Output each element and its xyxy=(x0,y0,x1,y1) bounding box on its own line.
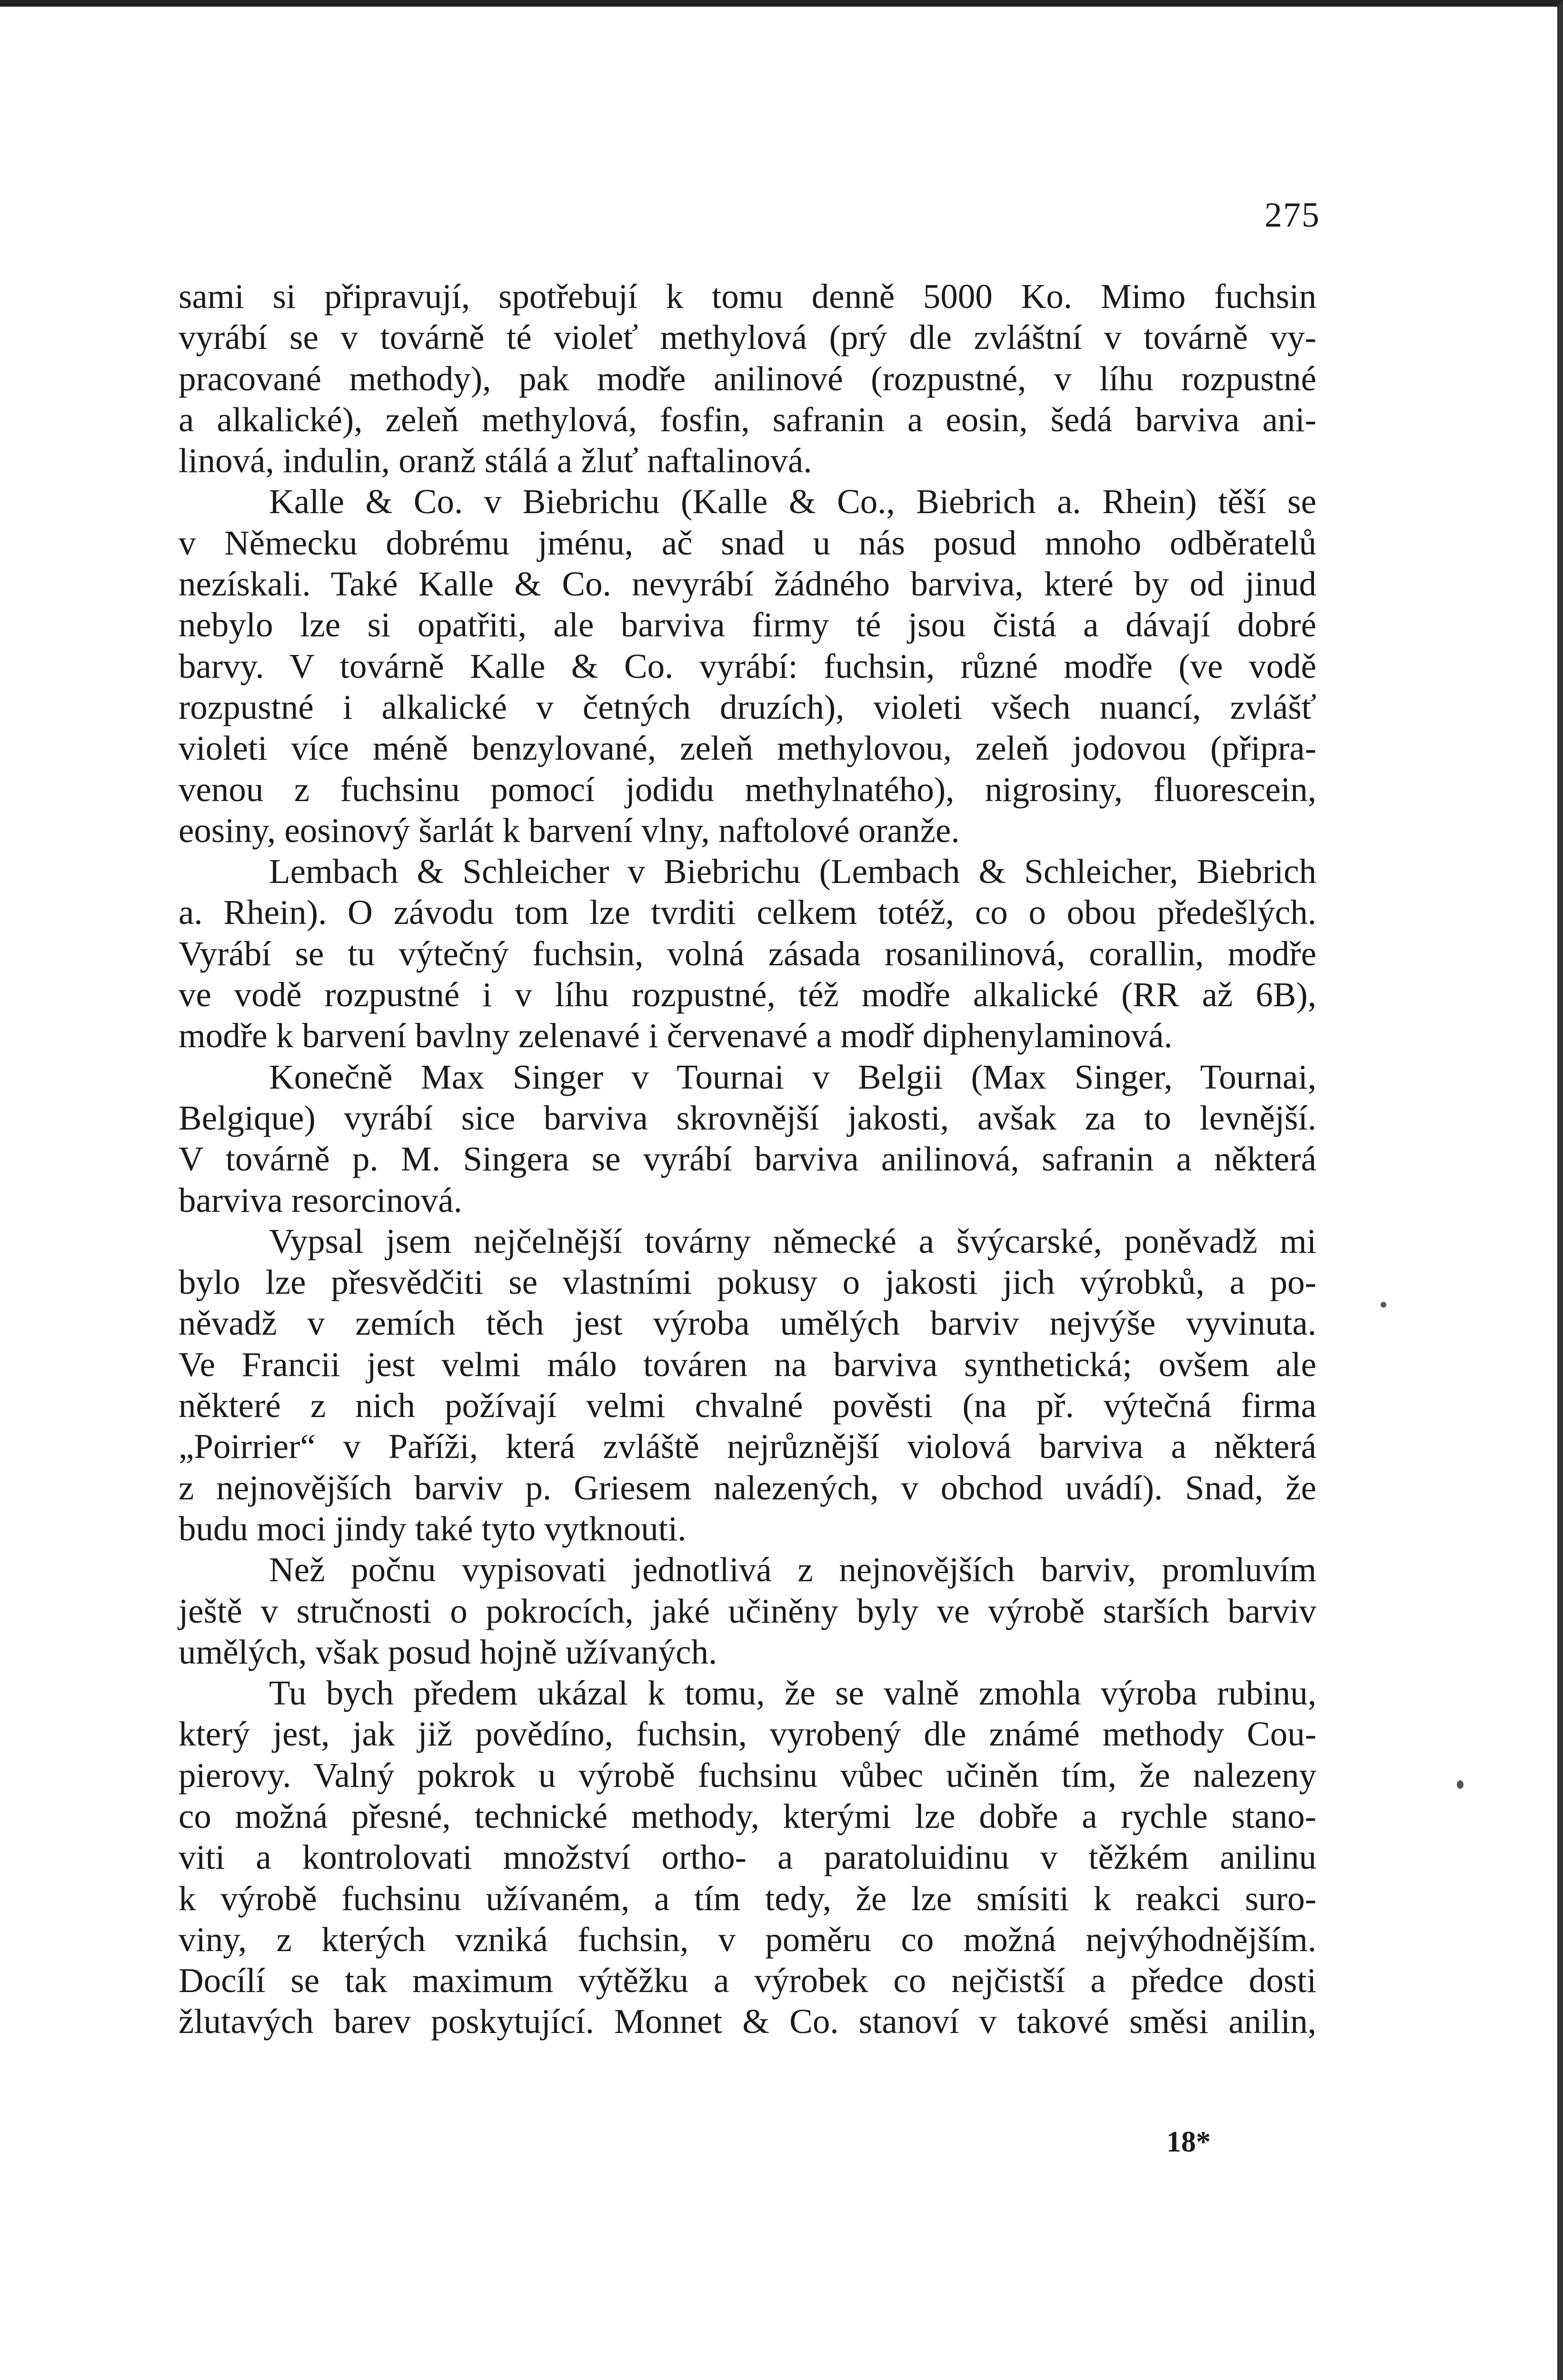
paragraph xyxy=(179,1549,1316,1673)
text-line: budu moci jindy také tyto vytknouti. xyxy=(179,1509,687,1548)
paragraph xyxy=(179,1221,1316,1549)
text-line: linová, indulin, oranž stálá a žluť naftalinová. xyxy=(179,441,812,480)
text-line: „Poirrier“ v Paříži, která zvláště nejrůznější violová barviva a některá xyxy=(179,1427,1316,1466)
paragraph xyxy=(179,1057,1316,1221)
text-line: co možná přesné, technické methody, kterými lze dobře a rychle stano- xyxy=(179,1796,1316,1835)
text-line: ve vodě rozpustné i v líhu rozpustné, též modře alkalické (RR až 6B), xyxy=(179,975,1316,1014)
text-line: Docílí se tak maximum výtěžku a výrobek co nejčistší a předce dosti xyxy=(179,1961,1316,2000)
text-line: a. Rhein). O závodu tom lze tvrditi celkem totéž, co o obou předešlých. xyxy=(179,893,1316,932)
text-line: v Německu dobrému jménu, ač snad u nás posud mnoho odběratelů xyxy=(179,523,1316,562)
scan-speck xyxy=(1457,1780,1463,1789)
signature-mark: 18* xyxy=(1166,2126,1211,2158)
text-line: viny, z kterých vzniká fuchsin, v poměru co možná nejvýhodnějším. xyxy=(179,1920,1316,1959)
text-line: Belgique) vyrábí sice barviva skrovnější jakosti, avšak za to levnější. xyxy=(179,1098,1316,1137)
text-line: některé z nich požívají velmi chvalné pověsti (na př. výtečná firma xyxy=(179,1386,1316,1425)
text-line: z nejnovějších barviv p. Griesem nalezených, v obchod uvádí). Snad, že xyxy=(179,1468,1316,1507)
text-line: venou z fuchsinu pomocí jodidu methylnatého), nigrosiny, fluorescein, xyxy=(179,770,1316,809)
text-line: ještě v stručnosti o pokrocích, jaké učiněny byly ve výrobě starších barviv xyxy=(179,1591,1316,1630)
text-line: umělých, však posud hojně užívaných. xyxy=(179,1632,717,1671)
page-number: 275 xyxy=(1264,196,1320,235)
text-line: modře k barvení bavlny zelenavé i červenavé a modř diphenylaminová. xyxy=(179,1016,1173,1055)
text-line: sami si připravují, spotřebují k tomu denně 5000 Ko. Mimo fuchsin xyxy=(179,277,1316,316)
text-line: pierovy. Valný pokrok u výrobě fuchsinu vůbec učiněn tím, že nalezeny xyxy=(179,1755,1316,1795)
text-line: Lembach & Schleicher v Biebrichu (Lembach & Schleicher, Biebrich xyxy=(269,852,1316,891)
text-line: něvadž v zemích těch jest výroba umělých barviv nejvýše vyvinuta. xyxy=(179,1304,1316,1343)
text-line: barviva resorcinová. xyxy=(179,1180,462,1220)
text-line: nezískali. Také Kalle & Co. nevyrábí žádného barviva, které by od jinud xyxy=(179,565,1316,604)
paragraph xyxy=(179,276,1316,481)
scan-speck xyxy=(1381,1302,1386,1308)
text-line: Než počnu vypisovati jednotlivá z nejnovějších barviv, promluvím xyxy=(269,1550,1316,1589)
text-line: barvy. V továrně Kalle & Co. vyrábí: fuchsin, různé modře (ve vodě xyxy=(179,646,1316,685)
text-line: Vyrábí se tu výtečný fuchsin, volná zásada rosanilinová, corallin, modře xyxy=(179,934,1316,973)
text-line: bylo lze přesvědčiti se vlastními pokusy o jakosti jich výrobků, a po- xyxy=(179,1263,1316,1302)
text-line: k výrobě fuchsinu užívaném, a tím tedy, že lze smísiti k reakci suro- xyxy=(179,1879,1316,1918)
text-line: Ve Francii jest velmi málo továren na barviva synthetická; ovšem ale xyxy=(179,1345,1316,1384)
paragraph xyxy=(179,481,1316,851)
text-line: a alkalické), zeleň methylová, fosfin, safranin a eosin, šedá barviva ani- xyxy=(179,400,1316,439)
text-line: nebylo lze si opatřiti, ale barviva firmy té jsou čistá a dávají dobré xyxy=(179,605,1316,645)
text-line: Kalle & Co. v Biebrichu (Kalle & Co., Biebrich a. Rhein) těší se xyxy=(269,482,1316,521)
body-text xyxy=(179,276,1316,2043)
text-line: žlutavých barev poskytující. Monnet & Co. stanoví v takové směsi anilin, xyxy=(179,2002,1316,2041)
text-line: V továrně p. M. Singera se vyrábí barviva anilinová, safranin a některá xyxy=(179,1140,1316,1179)
text-line: violeti více méně benzylované, zeleň methylovou, zeleň jodovou (připra- xyxy=(179,729,1316,768)
text-line: rozpustné i alkalické v četných druzích), violeti všech nuancí, zvlášť xyxy=(179,687,1316,726)
paragraph xyxy=(179,851,1316,1056)
paragraph xyxy=(179,1673,1316,2043)
text-line: eosiny, eosinový šarlát k barvení vlny, naftolové oranže. xyxy=(179,811,960,850)
text-line: vyrábí se v továrně té violeť methylová (prý dle zvláštní v továrně vy- xyxy=(179,318,1316,357)
text-line: Vypsal jsem nejčelnější továrny německé a švýcarské, poněvadž mi xyxy=(269,1221,1316,1260)
text-line: Tu bych předem ukázal k tomu, že se valně zmohla výroba rubinu, xyxy=(269,1674,1316,1713)
text-line: který jest, jak již povědíno, fuchsin, vyrobený dle známé methody Cou- xyxy=(179,1715,1316,1754)
text-line: viti a kontrolovati množství ortho- a paratoluidinu v těžkém anilinu xyxy=(179,1838,1316,1877)
text-line: pracované methody), pak modře anilinové (rozpustné, v líhu rozpustné xyxy=(179,359,1316,398)
text-line: Konečně Max Singer v Tournai v Belgii (Max Singer, Tournai, xyxy=(269,1057,1316,1096)
